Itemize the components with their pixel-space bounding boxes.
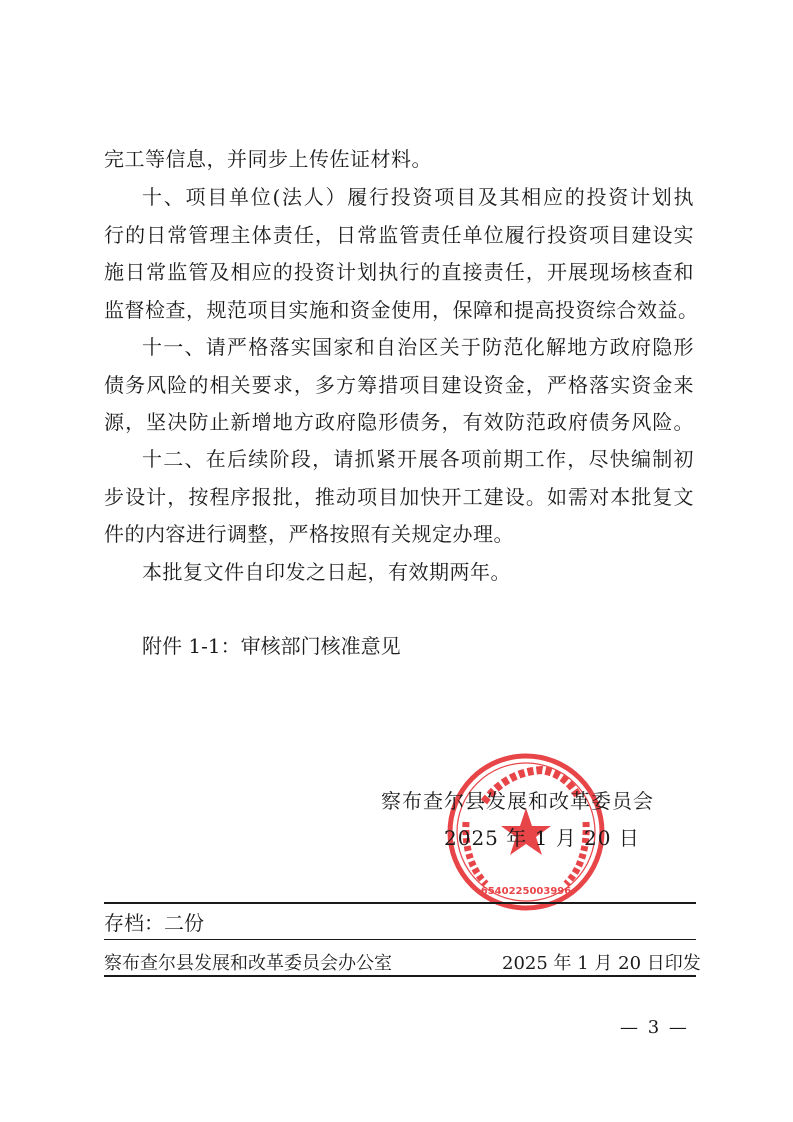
text-line: 件的内容进行调整，严格按照有关规定办理。 [104, 522, 514, 546]
paragraph-item-11 [104, 329, 694, 442]
paragraph-continuation [104, 141, 694, 179]
issuing-organization: 察布查尔县发展和改革委员会 [381, 789, 654, 813]
text-line: 行的日常管理主体责任，日常监管责任单位履行投资项目建设实 [104, 222, 694, 247]
seal-code: 6540225003996 [480, 886, 572, 897]
text-line: 步设计，按程序报批，推动项目加快开工建设。如需对本批复文 [104, 484, 694, 509]
paragraph-item-12 [104, 441, 694, 554]
text-line: 债务风险的相关要求，多方筹措项目建设资金，严格落实资金来 [104, 372, 694, 397]
text-line: 十一、请严格落实国家和自治区关于防范化解地方政府隐形 [142, 335, 694, 359]
text-line: 监督检查，规范项目实施和资金使用，保障和提高投资综合效益。 [104, 297, 699, 322]
attachment-note: 附件 1-1：审核部门核准意见 [142, 634, 401, 658]
footer-top-rule [104, 902, 696, 904]
issuer-office: 察布查尔县发展和改革委员会办公室 [104, 953, 392, 974]
text-line: 施日常监管及相应的投资计划执行的直接责任，开展现场核查和 [104, 260, 694, 284]
text-line: 本批复文件自印发之日起，有效期两年。 [142, 560, 511, 584]
text-line: 十、项目单位(法人）履行投资项目及其相应的投资计划执 [142, 185, 694, 209]
archive-note: 存档：二份 [104, 911, 204, 935]
print-date: 2025 年 1 月 20 日印发 [502, 953, 701, 974]
footer-middle-rule [104, 939, 696, 940]
signature-date: 2025 年 1 月 20 日 [444, 826, 640, 850]
page-number: — 3 — [620, 1017, 689, 1038]
text-line: 十二、在后续阶段，请抓紧开展各项前期工作，尽快编制初 [142, 447, 694, 471]
text-line: 完工等信息，并同步上传佐证材料。 [104, 147, 432, 171]
paragraph-validity [104, 554, 694, 592]
text-line: 源，坚决防止新增地方政府隐形债务，有效防范政府债务风险。 [104, 410, 694, 434]
paragraph-item-10 [104, 179, 699, 329]
footer-bottom-rule [104, 975, 696, 977]
